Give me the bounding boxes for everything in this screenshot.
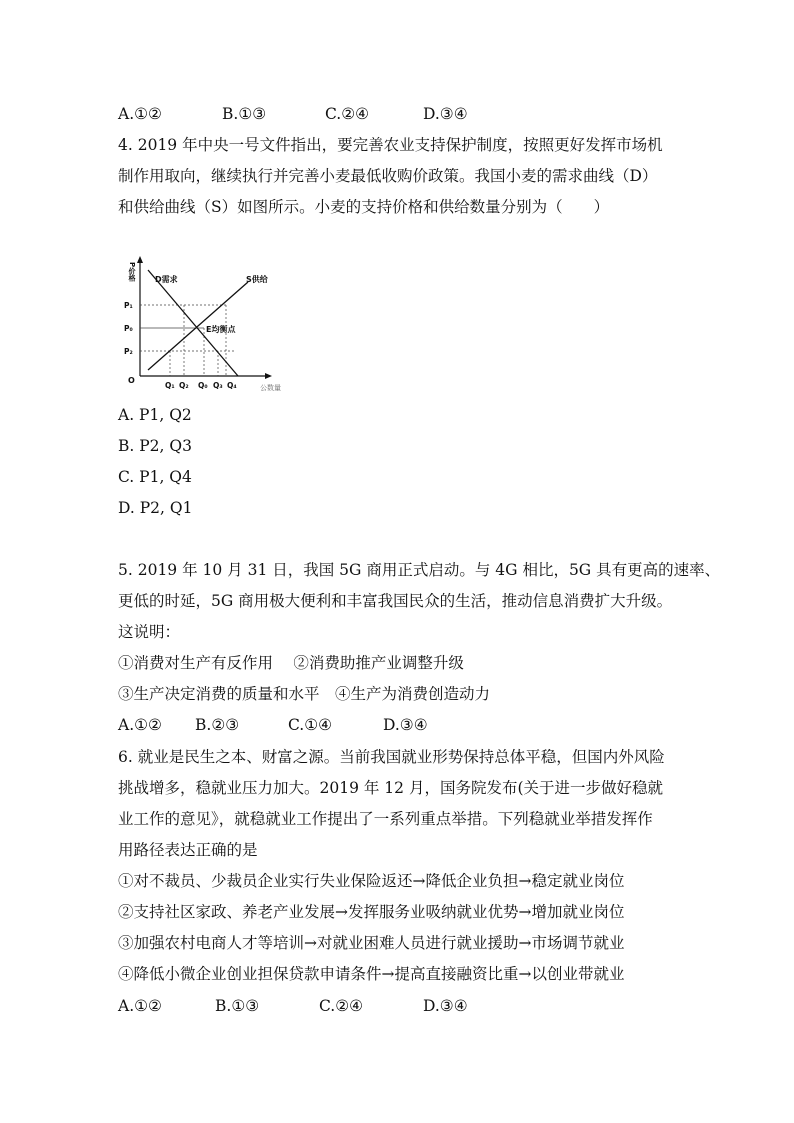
q4-option-a: A. P1, Q2 xyxy=(118,406,192,424)
q3-option-c: C.②④ xyxy=(325,105,370,123)
x-tick-q0: Q₀ xyxy=(198,381,208,390)
q5-option-a: A.①② xyxy=(118,716,162,734)
q6-option-a: A.①② xyxy=(118,997,162,1015)
q6-text-line: 挑战增多，稳就业压力加大。2019 年 12 月，国务院发布(关于进一步做好稳就 xyxy=(118,779,663,797)
q6-option-d: D.③④ xyxy=(423,997,468,1015)
x-tick-q4: Q₄ xyxy=(227,381,237,390)
q5-text-line: 更低的时延，5G 商用极大便利和丰富我国民众的生活，推动信息消费扩大升级。 xyxy=(118,592,673,610)
q5-option-b: B.②③ xyxy=(195,716,240,734)
q6-text-line: 业工作的意见》，就稳就业工作提出了一系列重点举措。下列稳就业举措发挥作 xyxy=(118,810,653,828)
q5-text-line: 这说明： xyxy=(118,623,181,641)
q5-option-c: C.①④ xyxy=(288,716,333,734)
y-axis-label: P价格 xyxy=(128,262,136,282)
y-tick-p2: P₂ xyxy=(124,347,133,356)
q6-statement: ③加强农村电商人才等培训→对就业困难人员进行就业援助→市场调节就业 xyxy=(118,934,625,952)
q6-text-line: 用路径表达正确的是 xyxy=(118,841,258,859)
q4-option-d: D. P2, Q1 xyxy=(118,499,193,517)
q6-statement: ②支持社区家政、养老产业发展→发挥服务业吸纳就业优势→增加就业岗位 xyxy=(118,903,625,921)
equilibrium-label: E均衡点 xyxy=(206,325,236,334)
q6-statement: ①对不裁员、少裁员企业实行失业保险返还→降低企业负担→稳定就业岗位 xyxy=(118,872,625,890)
q5-statement: ③生产决定消费的质量和水平 ④生产为消费创造动力 xyxy=(118,685,491,703)
y-axis-arrow xyxy=(137,256,143,263)
q5-statement: ①消费对生产有反作用 ②消费助推产业调整升级 xyxy=(118,654,464,672)
q5-option-d: D.③④ xyxy=(383,716,428,734)
q3-option-b: B.①③ xyxy=(222,105,267,123)
demand-curve xyxy=(148,270,238,376)
q6-text-line: 6. 就业是民生之本、财富之源。当前我国就业形势保持总体平稳，但国内外风险 xyxy=(118,748,665,766)
q4-text-line: 制作用取向，继续执行并完善小麦最低收购价政策。我国小麦的需求曲线（D） xyxy=(118,167,658,185)
q4-text-line: 4. 2019 年中央一号文件指出，要完善农业支持保护制度，按照更好发挥市场机 xyxy=(118,136,663,154)
q6-option-b: B.①③ xyxy=(215,997,260,1015)
x-tick-q3: Q₃ xyxy=(213,381,223,390)
q4-option-b: B. P2, Q3 xyxy=(118,437,192,455)
q6-option-c: C.②④ xyxy=(319,997,364,1015)
y-tick-p1: P₁ xyxy=(124,301,133,310)
demand-label: D需求 xyxy=(155,275,178,284)
y-tick-p0: P₀ xyxy=(124,324,133,333)
x-tick-q2: Q₂ xyxy=(179,381,189,390)
supply-label: S供给 xyxy=(246,275,268,284)
x-axis-label: 公数量 xyxy=(260,384,281,392)
origin-label: O xyxy=(128,376,135,385)
q3-option-d: D.③④ xyxy=(423,105,468,123)
q3-option-a: A.①② xyxy=(118,105,162,123)
guide-lines xyxy=(140,305,236,376)
q5-text-line: 5. 2019 年 10 月 31 日，我国 5G 商用正式启动。与 4G 相比，5G 具有更高的速率、 xyxy=(118,561,721,579)
q4-text-line: 和供给曲线（S）如图所示。小麦的支持价格和供给数量分别为（ ） xyxy=(118,198,610,216)
q4-option-c: C. P1, Q4 xyxy=(118,468,192,486)
q6-statement: ④降低小微企业创业担保贷款申请条件→提高直接融资比重→以创业带就业 xyxy=(118,965,625,983)
supply-demand-chart xyxy=(118,252,318,398)
x-axis-arrow xyxy=(265,373,272,379)
x-tick-q1: Q₁ xyxy=(165,381,175,390)
